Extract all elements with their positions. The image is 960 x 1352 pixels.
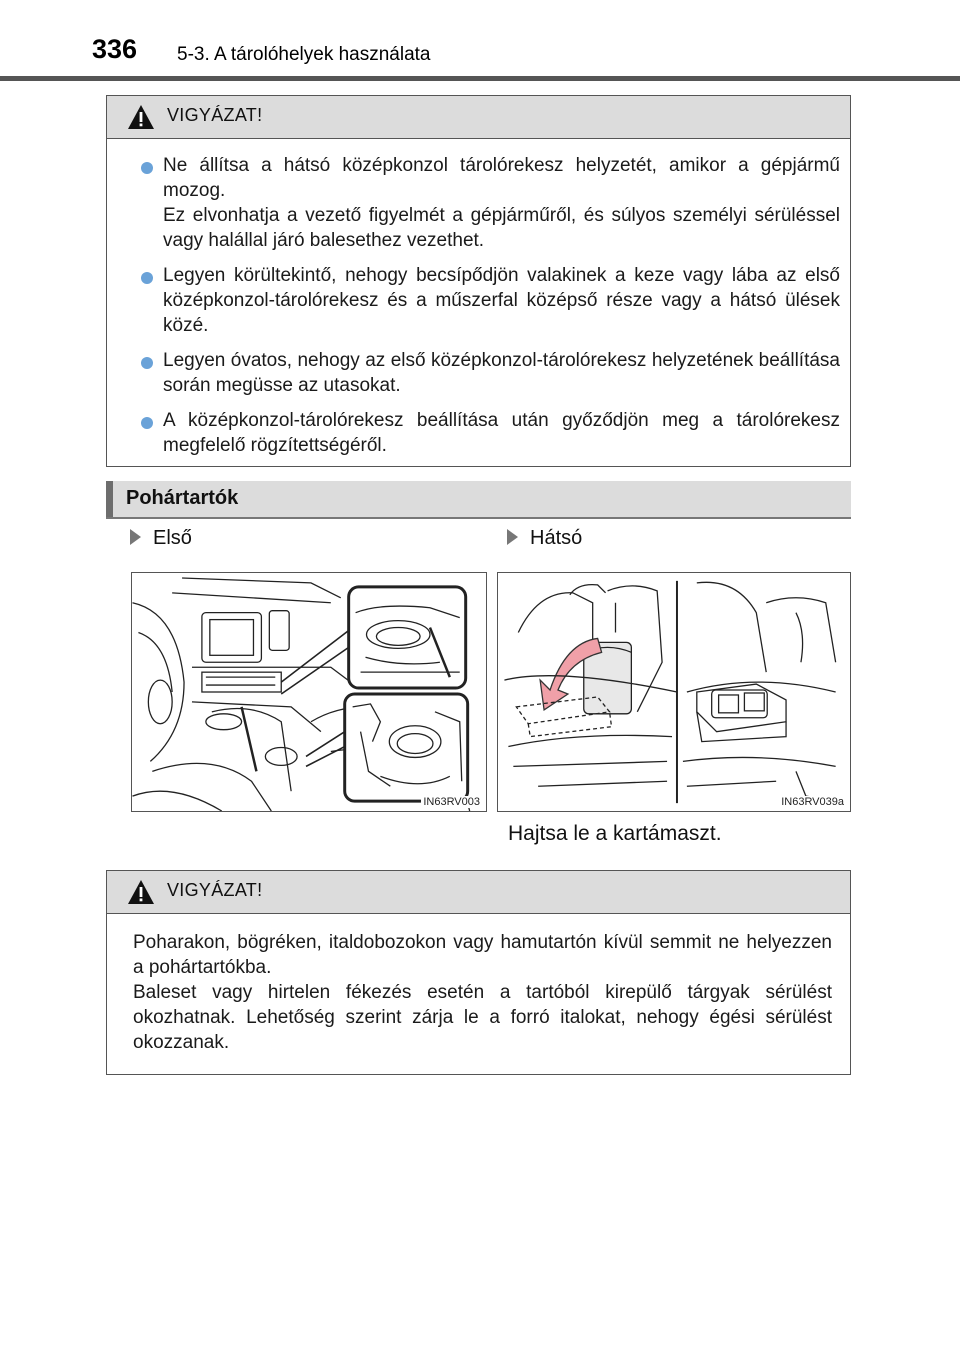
rear-label-text: Hátsó <box>530 527 583 549</box>
page-number: 336 <box>92 34 138 64</box>
caution-item <box>121 153 840 253</box>
front-console-drawing <box>132 573 486 811</box>
header-rule <box>0 76 960 81</box>
caution-item-text: Legyen körültekintő, nehogy becsípődjön valakinek a keze vagy lába az első középkonzol-tárolórekesz és a műszerfal középső része vagy a hátsó ülések közé. <box>163 265 840 336</box>
bullet-icon <box>141 357 153 369</box>
caution-box-top <box>106 95 851 467</box>
caution-header <box>107 871 850 914</box>
caution-item-text: Ne állítsa a hátsó középkonzol tárolórekesz helyzetét, amikor a gépjármű mozog. Ez elvonhatja a vezető figyelmét a gépjárműről, és súlyos személyi sérüléssel vagy halállal járó balesethez vezethet. <box>163 155 840 251</box>
caution-box-bottom <box>106 870 851 1075</box>
bullet-icon <box>141 162 153 174</box>
caution-item <box>121 408 840 458</box>
triangle-bullet-icon <box>507 529 518 545</box>
bullet-icon <box>141 272 153 284</box>
section-title: 5-3. A tárolóhelyek használata <box>177 44 431 65</box>
caution-note-text: Poharakon, bögréken, italdobozokon vagy hamutartón kívül semmit ne helyezzen a pohártartókba. Baleset vagy hirtelen fékezés esetén a tartóból kirepülő tárgyak sérülést okozhatnak. Lehetőség szerint zárja le a forró italokat, nehogy égési sérülést okozzanak. <box>133 932 832 1053</box>
rear-cupholder-illustration <box>497 572 851 812</box>
rear-label <box>507 527 582 550</box>
warning-icon <box>127 879 155 905</box>
caution-item <box>121 263 840 338</box>
warning-icon <box>127 104 155 130</box>
cupholders-heading-label: Pohártartók <box>126 487 239 509</box>
bullet-icon <box>141 417 153 429</box>
rear-figure-code: IN63RV039a <box>781 796 844 808</box>
caution-item-text: A középkonzol-tárolórekesz beállítása után győződjön meg a tárolórekesz megfelelő rögzítettségéről. <box>163 410 840 456</box>
caution-list <box>107 139 850 472</box>
front-label <box>130 527 192 550</box>
caution-header <box>107 96 850 139</box>
front-figure-code: IN63RV003 <box>423 796 480 808</box>
front-label-text: Első <box>153 527 192 549</box>
rear-armrest-drawing <box>498 573 850 811</box>
triangle-bullet-icon <box>130 529 141 545</box>
caution-item-text: Legyen óvatos, nehogy az első középkonzol-tárolórekesz helyzetének beállítása során megüsse az utasokat. <box>163 350 840 396</box>
heading-accent <box>106 481 113 517</box>
rear-caption: Hajtsa le a kartámaszt. <box>508 822 722 845</box>
caution-title: VIGYÁZAT! <box>167 880 263 900</box>
caution-title: VIGYÁZAT! <box>167 105 263 125</box>
caution-item <box>121 348 840 398</box>
cupholders-heading <box>106 481 851 519</box>
front-cupholder-illustration <box>131 572 487 812</box>
